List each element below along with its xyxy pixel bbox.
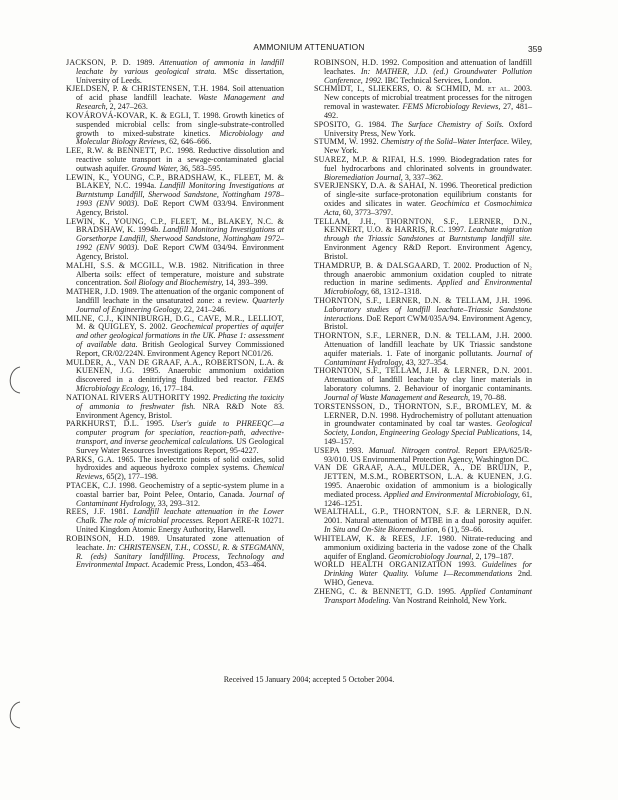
reference-authors: ROBINSON, H.D. <box>314 58 379 67</box>
reference-entry <box>314 367 532 402</box>
reference-text: 1965. The isoelectric points of solid oxides, solid hydroxides and aqueous hydroxo complex systems. <box>76 454 284 473</box>
reference-details: IBC Technical Services, London. <box>382 75 492 85</box>
reference-title: Quarterly Journal of Engineering Geology, <box>76 295 284 314</box>
reference-authors: MULDER, A., VAN DE GRAAF, A.A., ROBERTSON, L.A. & KUENEN, J.G. <box>66 357 284 376</box>
reference-title: FEMS Microbiology Ecology, <box>76 375 284 394</box>
reference-authors: JACKSON, P. D. <box>66 58 131 67</box>
reference-details: 33, 293–312. <box>155 498 200 508</box>
reference-text: 2001. Attenuation of landfill leachate by clay liner materials in laboratory columns. 2. Behaviour of inorganic contaminants. <box>324 366 532 394</box>
reference-authors: TORSTENSSON, D., THORNTON, S.F., BROMLEY, M. & LERNER, D.N. <box>314 401 532 420</box>
reference-entry <box>66 218 284 262</box>
reference-entry <box>314 561 532 587</box>
reference-details: Wiley, New York. <box>324 137 533 156</box>
reference-title: Landfill Monitoring Investigations at Gorsethorpe Landfill, Sherwood Sandstone, Nottingham 1972–1992 (ENV 9003). <box>76 225 284 253</box>
reference-details: Oxford University Press, New York. <box>324 119 532 138</box>
reference-details: 68, 1312–1318. <box>369 287 422 297</box>
reference-title: Microbiology and Molecular Biology Reviews, <box>76 128 284 147</box>
reference-entry <box>66 535 284 570</box>
reference-authors: LEWIN, K., YOUNG, C.P., BRADSHAW, K., FLEET, M. & BLAKEY, N.C. <box>66 172 284 191</box>
reference-details: MSc dissertation, University of Leeds. <box>76 66 284 85</box>
reference-details: 65(2), 177–198. <box>104 472 159 482</box>
reference-text: 1997. <box>445 225 469 235</box>
reference-text: 1995. Anaerobic ammonium oxidation discovered in a denitrifying fluidized bed reactor. <box>76 366 284 385</box>
reference-details: NRA R&D Note 83. Environment Agency, Bristol. <box>76 401 285 420</box>
reference-title: Manual. Nitrogen control. <box>368 445 461 455</box>
reference-authors: REES, J.F. <box>66 507 106 517</box>
reference-authors: TELLAM, J.H., THORNTON, S.F., LERNER, D.N., KENNERT, U.O. & HARRIS, R.C. <box>314 216 532 235</box>
reference-entry <box>314 447 532 465</box>
reference-entry <box>314 262 532 297</box>
reference-text: 1984. <box>363 119 392 129</box>
reference-entry <box>314 59 532 85</box>
reference-text: 1996. <box>509 295 532 305</box>
reference-entry <box>314 297 532 332</box>
reference-details: 19, 70–88. <box>470 392 507 402</box>
reference-entry <box>314 85 532 120</box>
reference-authors: SCHMIDT, I., SLIEKERS, O. & SCHMID, M. et al. <box>314 84 511 94</box>
reference-text: 1982. Nitrification in three Alberta soils: effect of temperature, moisture and substrate concentration. <box>76 260 284 288</box>
reference-details: 16, 177–184. <box>149 384 194 394</box>
reference-entry <box>66 147 284 173</box>
reference-details: 36, 583–595. <box>178 163 223 173</box>
reference-entry <box>314 218 532 262</box>
reference-authors: PARKHURST, D.L. <box>66 419 140 429</box>
reference-authors: WEALTHALL, G.P., THORNTON, S.F. & LERNER, D.N. <box>314 507 532 517</box>
reference-text: 1981. <box>105 507 134 517</box>
reference-details: 6 (1), 59–66. <box>439 525 484 535</box>
reference-details: 14, 149–157. <box>324 428 532 446</box>
reference-title: Landfill leachate attenuation in the Lower Chalk. The role of microbial processes. <box>76 507 284 526</box>
reference-details: Environment Agency R&D Report. Environment Agency, Bristol. <box>324 243 532 261</box>
reference-authors: MILNE, C.J., KINNIBURGH, D.G., CAVE, M.R., LELLIOT, M. & QUIGLEY, S. <box>66 313 284 332</box>
reference-details: 61, 1246–1251. <box>324 489 532 508</box>
reference-title: Soil Biology and Biochemistry, <box>123 278 224 288</box>
reference-text: 1984. Soil attenuation of acid phase landfill leachate. <box>76 84 284 103</box>
reference-text: 1998. Growth kinetics of suspended microbial cells: from single-substrate-controlled growth to mixed-substrate kinetics. <box>76 110 284 138</box>
reference-title: Guidelines for Drinking Water Quality. Volume I—Recommendations <box>324 560 532 579</box>
reference-title: Geochemical properties of aquifer and other geological formations in the UK. Phase 1: assessment of available data. <box>76 322 284 349</box>
reference-details: 2, 247–263. <box>107 102 148 112</box>
reference-text: 2002. <box>146 322 171 332</box>
reference-entry <box>66 482 284 508</box>
reference-entry <box>314 464 532 508</box>
reference-authors: PTACEK, C.J. <box>66 481 117 490</box>
reference-text: 2003. New concepts of microbial treatment processes for the nitrogen removal in wastewater. <box>324 84 532 112</box>
reference-entry <box>66 508 284 534</box>
reference-entry <box>314 403 532 447</box>
reference-entry <box>66 394 284 420</box>
reference-entry <box>66 359 284 394</box>
reference-authors: VAN DE GRAAF, A.A., MULDER, A., DE BRUIJN, P., JETTEN, M.S.M., ROBERTSON, L.A. & KUENEN, J.G. <box>314 463 532 482</box>
reference-title: Chemistry of the Solid–Water Interface. <box>380 137 510 147</box>
reference-text: 1993. <box>339 445 369 455</box>
reference-details: British Geological Survey Commissioned Report, CR/02/224N. Environment Agency Report NC01/26. <box>76 340 285 358</box>
reference-title: In: MATHER, J.D. (ed.) Groundwater Pollution Conference, 1992. <box>324 66 532 85</box>
reference-entry <box>66 262 284 288</box>
page-number: 359 <box>528 44 542 54</box>
reference-authors: ROBINSON, H.D. <box>66 533 135 543</box>
reference-authors: STUMM, W. <box>314 137 359 147</box>
reference-title: Waste Management and Research, <box>76 93 285 112</box>
reference-title: FEMS Microbiology Reviews, <box>402 102 501 112</box>
reference-details: US Geological Survey Water Resources Investigations Report, 95-4227. <box>76 436 284 455</box>
reference-text: 1999. Biodegradation rates for fuel hydrocarbons and chlorinated solvents in groundwater. <box>324 154 532 173</box>
reference-details: 2nd. WHO, Geneva. <box>324 569 532 587</box>
reference-entry <box>66 420 284 455</box>
reference-entry <box>314 138 532 156</box>
reference-title: Geological Society, London, Engineering Geology Special Publications, <box>324 419 532 438</box>
binder-hole-mark <box>2 700 24 730</box>
reference-title: Journal of Contaminant Hydrology, <box>324 348 532 367</box>
received-accepted-note: Received 15 January 2004; accepted 5 October 2004. <box>223 675 395 684</box>
reference-details: 62, 646–666. <box>166 137 212 147</box>
reference-authors: NATIONAL RIVERS AUTHORITY <box>66 392 191 402</box>
reference-entry <box>66 174 284 218</box>
reference-title: Bioremediation Journal, <box>324 172 403 182</box>
reference-title: User's guide to PHREEQC—a computer program for speciation, reaction-path, advective-transport, and inverse geochemical calculations. <box>76 419 284 446</box>
reference-authors: KJELDSEN, P. & CHRISTENSEN, T.H. <box>66 84 209 94</box>
reference-details: DoE Report CWM 034/94. Environment Agency, Bristol. <box>76 243 284 261</box>
reference-details: 60, 3773–3797. <box>340 207 394 217</box>
reference-text: 2001. Natural attenuation of MTBE in a dual porosity aquifer. <box>324 516 532 526</box>
reference-text: 1998. Reductive dissolution and reactive solute transport in a sewage-contaminated glacial outwash aquifer. <box>76 146 284 173</box>
reference-details: DoE Report CWM 033/94. Environment Agency, Bristol. <box>76 199 284 217</box>
reference-entry <box>66 456 284 482</box>
reference-entry <box>66 85 284 111</box>
running-header-title: AMMONIUM ATTENUATION <box>253 42 365 52</box>
reference-authors: LEE, R.W. & BENNETT, P.C. <box>66 146 174 156</box>
reference-authors: THAMDRUP, B. & DALSGAARD, T. <box>314 260 451 270</box>
reference-authors: MATHER, J.D. <box>66 287 119 297</box>
reference-title: Leachate migration through the Triassic Sandstones at Burntstump landfill site. <box>324 225 532 244</box>
reference-authors: WORLD HEALTH ORGANIZATION <box>314 560 453 570</box>
reference-text: 1998. Geochemistry of a septic-system plume in a coastal barrier bar, Point Pelee, Ontario, Canada. <box>76 481 284 499</box>
reference-text: 2002. Production of N₂ through anaerobic ammonium oxidation coupled to nitrate reduction in marine sediments. <box>324 260 532 288</box>
reference-text: 1992. <box>358 137 381 147</box>
reference-title: Journal of Contaminant Hydrology, <box>76 489 284 508</box>
reference-title: Applied and Environmental Microbiology, <box>324 278 532 297</box>
reference-title: Applied Contaminant Transport Modeling. <box>324 586 532 605</box>
reference-authors: ZHENG, C. & BENNETT, G.D. <box>314 586 434 596</box>
reference-entry <box>314 156 532 182</box>
reference-text: 2000. Attenuation of landfill leachate by UK Triassic sandstone aquifer materials. 1. Fate of inorganic pollutants. <box>324 331 532 358</box>
reference-title: The Surface Chemistry of Soils. <box>391 119 504 129</box>
reference-title: Laboratory studies of landfill leachate–Triassic Sandstone interactions. <box>324 304 532 323</box>
reference-entry <box>314 182 532 217</box>
reference-entry <box>314 332 532 367</box>
reference-authors: USEPA <box>314 445 340 455</box>
reference-authors: SPOSITO, G. <box>314 119 364 129</box>
reference-title: Chemical Reviews, <box>76 463 284 482</box>
reference-details: 3, 337–362. <box>402 172 444 182</box>
reference-details: DoE Report CWM/035A/94. Environment Agency, Bristol. <box>324 313 532 332</box>
reference-entry <box>314 508 532 534</box>
reference-authors: THORNTON, S.F., LERNER, D.N. & TELLAM, J.H. <box>314 295 510 305</box>
reference-title: Landfill Monitoring Investigations at Burntstump Landfill, Sherwood Sandstone, Nottingham 1978–1993 (ENV 9003). <box>76 181 284 208</box>
reference-title: Attenuation of ammonia in landfill leachate by various geological strata. <box>76 58 284 76</box>
reference-title: Predicting the toxicity of ammonia to freshwater fish. <box>76 392 284 411</box>
reference-title: In Situ and On-Site Bioremediation, <box>324 525 440 535</box>
reference-entry <box>314 588 532 606</box>
reference-authors: PARKS, G.A. <box>66 454 115 464</box>
reference-details: 27, 481–492. <box>324 102 532 120</box>
reference-details: 2, 179–187. <box>473 551 514 561</box>
reference-entry <box>66 288 284 314</box>
reference-text: 1989. <box>130 58 160 67</box>
reference-details: Van Nostrand Reinhold, New York. <box>390 595 507 605</box>
references-left-column <box>66 59 284 570</box>
reference-details: Report AERE-R 10271. United Kingdom Atomic Energy Authority, Harwell. <box>76 516 285 535</box>
reference-text: 1989. Unsaturated zone attenuation of leachate. <box>76 533 285 552</box>
reference-details: Report EPA/625/R-93/010. US Environmental Protection Agency, Washington DC. <box>324 445 532 464</box>
binder-hole-mark <box>2 365 24 395</box>
reference-details: 22, 241–246. <box>181 304 227 314</box>
reference-text: 1980. Nitrate-reducing and ammonium oxidizing bacteria in the vadose zone of the Chalk aquifer of England. <box>324 533 532 561</box>
references-right-column <box>314 59 532 605</box>
reference-text: 1994b. <box>135 225 163 235</box>
reference-text: 1995. <box>433 586 461 596</box>
reference-entry <box>314 121 532 139</box>
reference-authors: KOVÁROVÁ-KOVAR, K. & EGLI, T. <box>66 110 201 120</box>
reference-authors: MALHI, S.S. & MCGILL, W.B. <box>66 260 186 270</box>
reference-authors: WHITELAW, K. & REES, J.F. <box>314 533 433 543</box>
reference-text: 1992. Composition and attenuation of landfill leachates. <box>324 58 533 76</box>
reference-authors: SUAREZ, M.P. & RIFAI, H.S. <box>314 154 425 164</box>
reference-title: In: CHRISTENSEN, T.H., COSSU, R. & STEGMANN, R. (eds) Sanitary landfilling. Process, Technology and Environmental Impact. <box>76 542 284 570</box>
reference-authors: THORNTON, S.F., TELLAM, J.H. & LERNER, D.N. <box>314 366 510 376</box>
reference-text: 1995. <box>139 419 171 429</box>
reference-text: 1994a. <box>130 181 160 191</box>
reference-title: Applied and Environmental Microbiology, <box>383 489 520 499</box>
reference-authors: SVERJENSKY, D.A. & SAHAI, N. <box>314 181 438 191</box>
reference-text: 1998. Hydrochemistry of pollutant attenuation in groundwater contaminated by coal tar wastes. <box>324 410 532 429</box>
reference-text: 1993. <box>452 560 482 570</box>
reference-details: 14, 393–399. <box>223 278 268 288</box>
reference-text: 1989. The attenuation of the organic component of landfill leachate in the unsaturated zone: a review. <box>76 287 284 305</box>
reference-entry <box>66 315 284 359</box>
reference-entry <box>66 59 284 85</box>
reference-text: 1996. Theoretical prediction of single-site surface-protonation equilibrium constants for oxides and silicates in water. <box>324 181 532 208</box>
reference-title: Ground Water, <box>131 163 178 173</box>
reference-entry <box>66 112 284 147</box>
reference-text: 1995. Anaerobic oxidation of ammonium is a biologically mediated process. <box>324 481 532 499</box>
reference-title: Journal of Waste Management and Research, <box>324 392 471 402</box>
reference-authors: LEWIN, K., YOUNG, C.P., FLEET, M., BLAKEY, N.C. & BRADSHAW, K. <box>66 216 284 235</box>
reference-details: Academic Press, London, 453–464. <box>149 560 267 570</box>
reference-details: 43, 327–354. <box>403 357 448 367</box>
reference-title: Geochimica et Cosmochimica Acta, <box>324 199 532 217</box>
reference-entry <box>314 535 532 561</box>
reference-text: 1992. <box>190 392 213 402</box>
reference-title: Geomicrobiology Journal, <box>388 551 474 561</box>
reference-authors: THORNTON, S.F., LERNER, D.N. & TELLAM, J.H. <box>314 331 510 341</box>
